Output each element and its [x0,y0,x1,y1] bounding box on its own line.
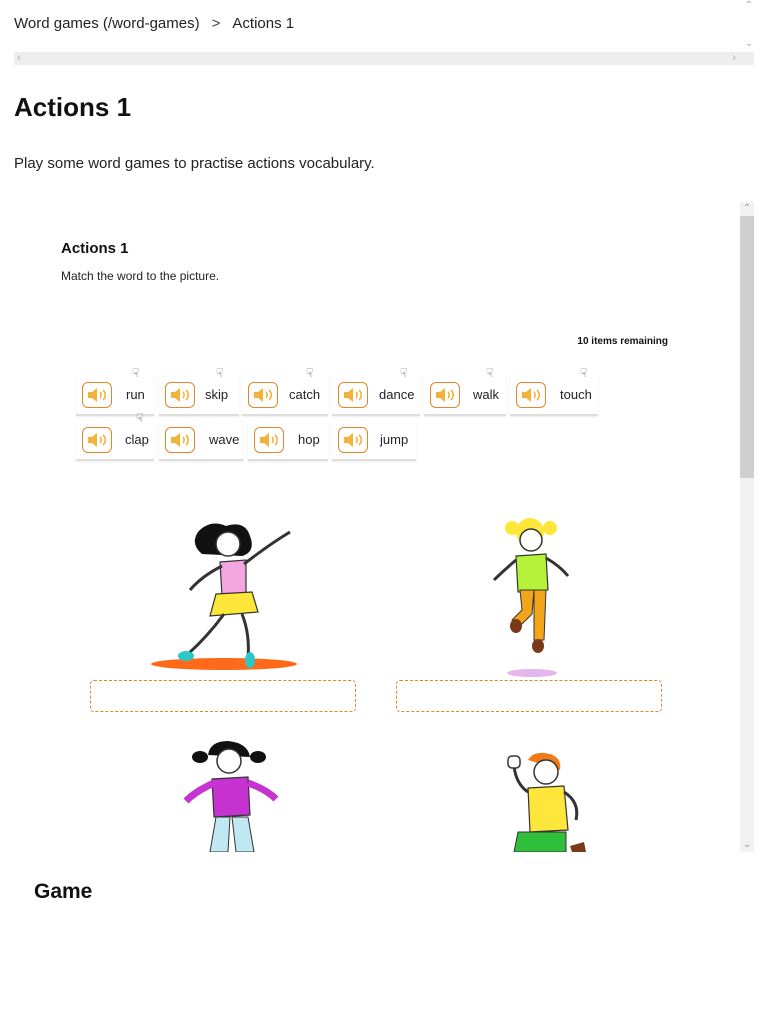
scroll-down-arrow-icon[interactable]: ⌄ [744,38,754,49]
breadcrumb-current: Actions 1 [232,15,295,32]
page-title: Actions 1 [14,92,132,122]
picture-hopping-girl [476,514,588,679]
word-chip-touch[interactable] [510,366,598,416]
word-chip-wave[interactable] [159,421,243,461]
drag-hand-icon: ☟ [136,411,144,425]
game-frame [14,202,754,852]
drag-hand-icon: ☟ [486,366,494,380]
word-label: touch [560,387,592,402]
breadcrumb-parent-link[interactable]: Word games (/word-games) [14,15,200,32]
items-remaining: 10 items remaining [577,336,668,347]
scroll-left-arrow-icon[interactable]: ‹ [17,52,21,64]
word-chip-skip[interactable] [159,366,239,416]
speaker-icon[interactable] [338,382,368,408]
word-label: dance [379,387,415,402]
scrollbar-thumb[interactable] [740,216,754,478]
game-title: Actions 1 [61,240,129,257]
picture-dancing-girl [150,514,300,674]
scroll-down-arrow-icon[interactable]: ⌄ [742,839,752,850]
word-label: hop [298,432,320,447]
speaker-icon[interactable] [165,382,195,408]
drop-zone-1[interactable] [90,680,356,712]
speaker-icon[interactable] [254,427,284,453]
word-label: skip [205,387,229,402]
drag-hand-icon: ☟ [132,366,140,380]
breadcrumb-vertical-scrollbar[interactable] [742,0,756,52]
picture-girl-in-purple [170,739,282,852]
section-title-game: Game [34,880,93,903]
drag-hand-icon: ☟ [306,366,314,380]
speaker-icon[interactable] [338,427,368,453]
drag-hand-icon: ☟ [400,366,408,380]
page-intro: Play some word games to practise actions vocabulary. [14,155,375,172]
picture-boy-in-yellow [488,750,588,852]
scroll-up-arrow-icon[interactable]: ⌃ [744,0,754,11]
scroll-up-arrow-icon[interactable]: ⌃ [742,203,752,214]
word-chip-hop[interactable] [248,421,328,461]
scroll-right-arrow-icon[interactable]: › [732,52,736,64]
word-label: walk [473,387,500,402]
word-chip-run[interactable] [76,366,154,416]
speaker-icon[interactable] [82,382,112,408]
breadcrumb-separator: > [211,15,221,32]
word-chip-walk[interactable] [424,366,506,416]
breadcrumb-horizontal-scrollbar[interactable] [14,52,754,65]
breadcrumb [14,15,294,32]
speaker-icon[interactable] [248,382,278,408]
breadcrumb-bar [0,0,768,70]
speaker-icon[interactable] [430,382,460,408]
speaker-icon[interactable] [516,382,546,408]
word-label: wave [209,432,240,447]
game-frame-scrollbar[interactable] [740,202,754,852]
word-label: jump [380,432,409,447]
word-chip-jump[interactable] [332,421,416,461]
drag-hand-icon: ☟ [216,366,224,380]
word-label: catch [289,387,321,402]
word-chip-catch[interactable] [242,366,328,416]
word-chip-clap[interactable] [76,411,154,461]
drag-hand-icon: ☟ [580,366,588,380]
drop-zone-2[interactable] [396,680,662,712]
speaker-icon[interactable] [165,427,195,453]
game-instructions: Match the word to the picture. [61,269,220,283]
speaker-icon[interactable] [82,427,112,453]
word-chip-dance[interactable] [332,366,420,416]
word-label: clap [125,432,149,447]
word-label: run [126,387,145,402]
